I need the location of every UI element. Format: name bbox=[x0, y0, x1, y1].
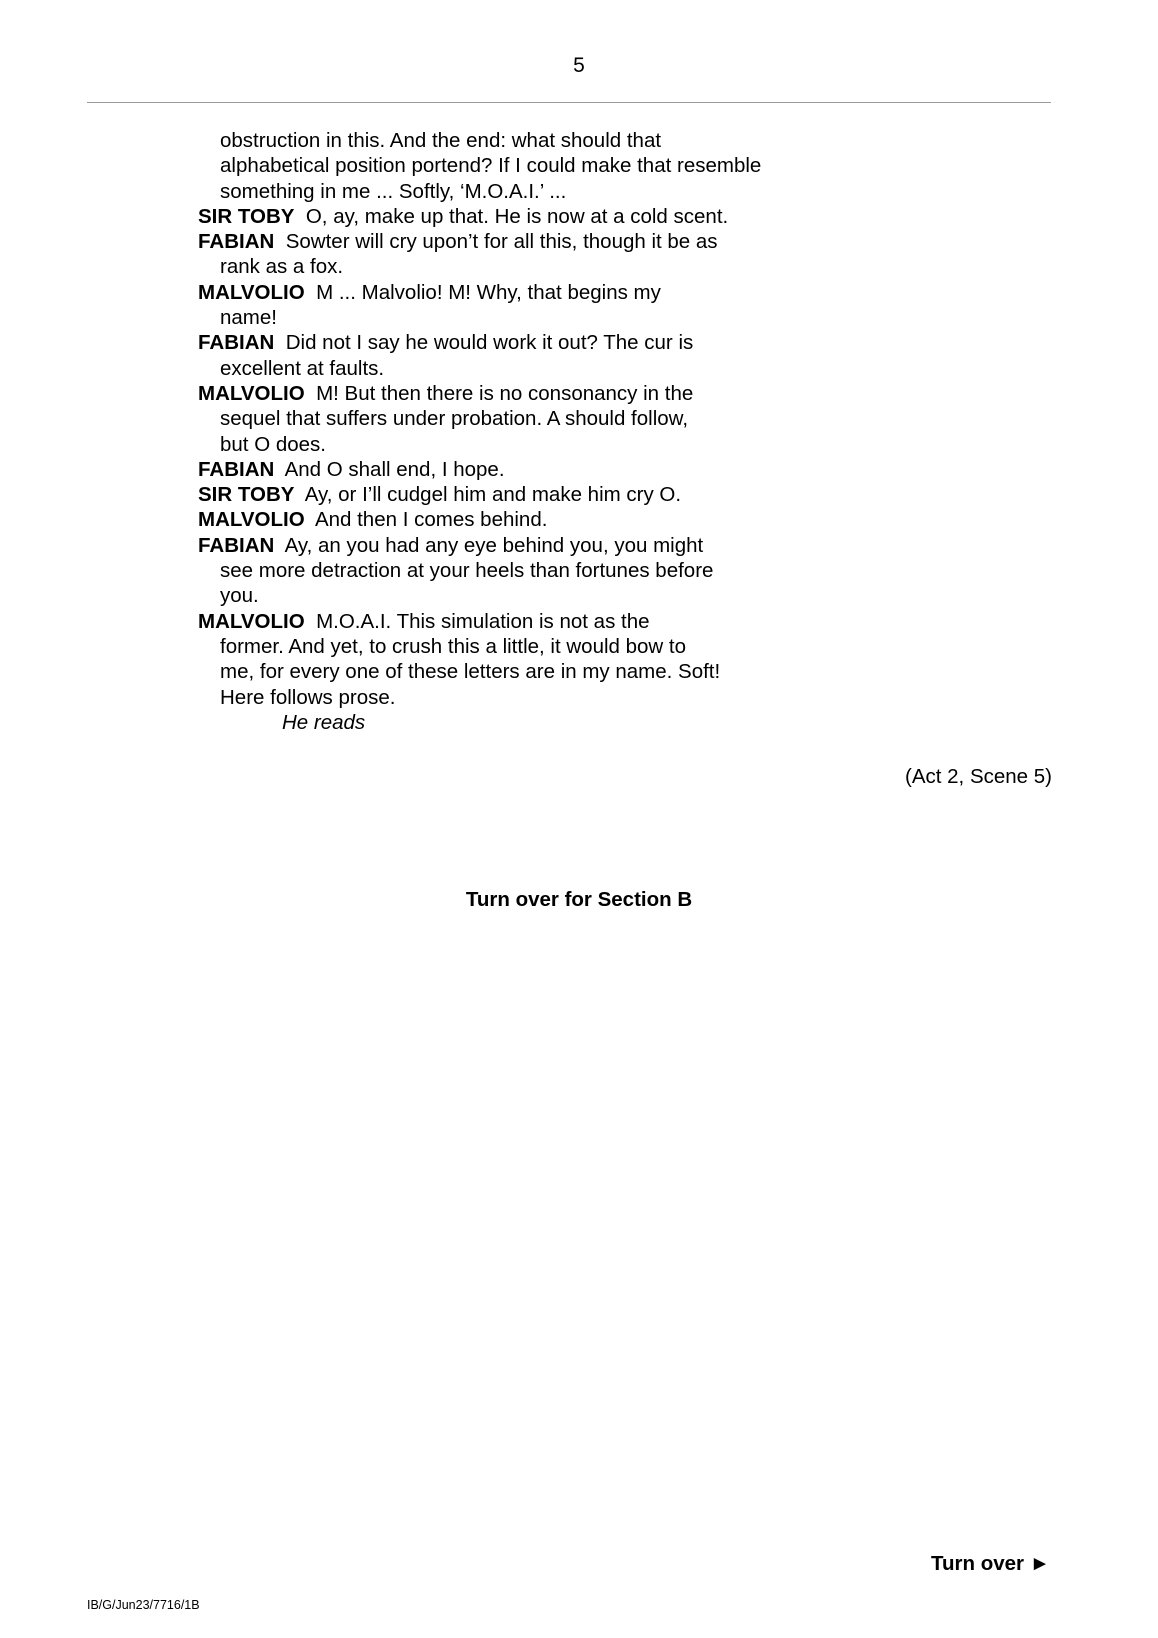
play-extract bbox=[198, 128, 818, 735]
speaker-name: FABIAN bbox=[198, 533, 275, 557]
script-line bbox=[198, 305, 818, 330]
turn-over-label: Turn over ► bbox=[930, 1552, 1050, 1575]
line-text: M! But then there is no consonancy in the bbox=[316, 381, 694, 405]
line-text: excellent at faults. bbox=[220, 356, 385, 380]
scene-reference: (Act 2, Scene 5) bbox=[905, 765, 1052, 788]
line-text: O, ay, make up that. He is now at a cold scent. bbox=[305, 204, 729, 228]
script-line bbox=[198, 128, 818, 153]
script-line bbox=[198, 254, 818, 279]
line-text: M ... Malvolio! M! Why, that begins my bbox=[316, 280, 661, 304]
line-text: rank as a fox. bbox=[220, 255, 344, 279]
line-text: Ay, an you had any eye behind you, you might bbox=[284, 533, 704, 557]
script-line bbox=[198, 229, 818, 254]
line-text: but O does. bbox=[220, 432, 326, 456]
stage-direction: He reads bbox=[282, 710, 366, 734]
speaker-name: MALVOLIO bbox=[198, 381, 305, 405]
script-line bbox=[198, 406, 818, 431]
script-line bbox=[198, 685, 818, 710]
script-line bbox=[198, 558, 818, 583]
speaker-name: MALVOLIO bbox=[198, 609, 305, 633]
line-text: see more detraction at your heels than fortunes before bbox=[220, 559, 714, 583]
script-line bbox=[198, 330, 818, 355]
script-line bbox=[198, 153, 818, 178]
line-text: M.O.A.I. This simulation is not as the bbox=[316, 609, 650, 633]
script-line bbox=[198, 507, 818, 532]
speaker-name: FABIAN bbox=[198, 457, 275, 481]
line-text: Here follows prose. bbox=[220, 685, 396, 709]
speaker-name: MALVOLIO bbox=[198, 508, 305, 532]
speaker-name: FABIAN bbox=[198, 331, 275, 355]
page-number: 5 bbox=[573, 54, 585, 77]
line-text: sequel that suffers under probation. A should follow, bbox=[220, 407, 689, 431]
script-line bbox=[198, 533, 818, 558]
script-line bbox=[198, 457, 818, 482]
line-text: Ay, or I’ll cudgel him and make him cry O. bbox=[304, 483, 682, 507]
section-b-note: Turn over for Section B bbox=[465, 888, 693, 911]
speaker-name: MALVOLIO bbox=[198, 280, 305, 304]
script-line bbox=[198, 280, 818, 305]
speaker-name: SIR TOBY bbox=[198, 204, 295, 228]
script-line bbox=[198, 659, 818, 684]
script-line bbox=[198, 432, 818, 457]
line-text: Did not I say he would work it out? The cur is bbox=[285, 331, 694, 355]
script-line bbox=[198, 609, 818, 634]
line-text: obstruction in this. And the end: what should that bbox=[220, 129, 662, 152]
line-text: Sowter will cry upon’t for all this, though it be as bbox=[285, 230, 718, 254]
line-text: alphabetical position portend? If I could make that resemble bbox=[220, 154, 762, 178]
line-text: something in me ... Softly, ‘M.O.A.I.’ ... bbox=[220, 179, 567, 203]
script-line bbox=[198, 482, 818, 507]
script-line bbox=[198, 381, 818, 406]
script-line bbox=[198, 583, 818, 608]
line-text: you. bbox=[220, 584, 259, 608]
script-line bbox=[198, 356, 818, 381]
script-line bbox=[198, 179, 818, 204]
script-line bbox=[198, 204, 818, 229]
line-text: name! bbox=[220, 306, 277, 330]
speaker-name: FABIAN bbox=[198, 230, 275, 254]
line-text: former. And yet, to crush this a little, it would bow to bbox=[220, 634, 687, 658]
line-text: me, for every one of these letters are in my name. Soft! bbox=[220, 660, 721, 684]
header-rule bbox=[87, 102, 1051, 103]
script-line bbox=[198, 634, 818, 659]
line-text: And then I comes behind. bbox=[314, 508, 548, 532]
line-text: And O shall end, I hope. bbox=[284, 457, 505, 481]
footer-code: IB/G/Jun23/7716/1B bbox=[87, 1598, 200, 1612]
speaker-name: SIR TOBY bbox=[198, 483, 295, 507]
